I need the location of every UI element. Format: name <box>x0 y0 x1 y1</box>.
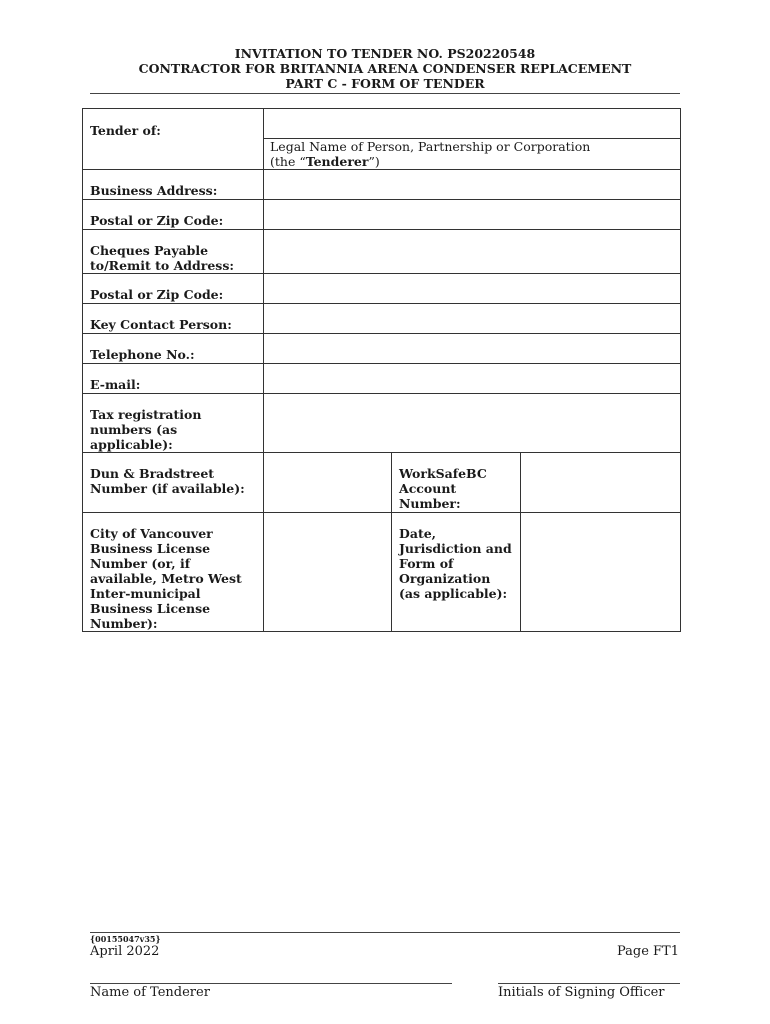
header-divider <box>90 93 680 94</box>
email-field[interactable] <box>264 364 681 394</box>
postal-code-2-label: Postal or Zip Code: <box>83 274 264 304</box>
document-code: {00155047v35} <box>90 934 161 944</box>
tender-form-table <box>82 108 681 632</box>
telephone-label: Telephone No.: <box>83 334 264 364</box>
issue-date: April 2022 <box>90 944 160 959</box>
legal-name-text: Legal Name of Person, Partnership or Corporation <box>270 139 591 154</box>
footer-divider <box>90 932 680 933</box>
name-of-tenderer-label: Name of Tenderer <box>90 985 210 1000</box>
date-jurisdiction-label: Date, Jurisdiction and Form of Organization (as applicable): <box>392 513 521 632</box>
postal-code-label: Postal or Zip Code: <box>83 200 264 230</box>
tax-registration-label: Tax registration numbers (as applicable): <box>83 394 264 453</box>
key-contact-field[interactable] <box>264 304 681 334</box>
legal-name-note: Legal Name of Person, Partnership or Corporation (the “Tenderer”) <box>264 139 681 170</box>
page-number: Page FT1 <box>616 944 679 959</box>
tenderer-word: Tenderer <box>305 154 369 169</box>
date-jurisdiction-field[interactable] <box>521 513 681 632</box>
city-license-field[interactable] <box>264 513 392 632</box>
telephone-field[interactable] <box>264 334 681 364</box>
tender-of-field[interactable] <box>264 109 681 139</box>
city-license-label: City of Vancouver Business License Number (or, if available, Metro West Inter-municipal Business License Number): <box>83 513 264 632</box>
tender-number-title: INVITATION TO TENDER NO. PS20220548 <box>234 46 536 61</box>
tax-registration-field[interactable] <box>264 394 681 453</box>
project-title: CONTRACTOR FOR BRITANNIA ARENA CONDENSER REPLACEMENT <box>138 61 632 76</box>
dun-bradstreet-label: Dun & Bradstreet Number (if available): <box>83 453 264 513</box>
cheques-payable-field[interactable] <box>264 230 681 274</box>
tender-of-label: Tender of: <box>83 109 264 170</box>
email-label: E-mail: <box>83 364 264 394</box>
worksafebc-label: WorkSafeBC Account Number: <box>392 453 521 513</box>
dun-bradstreet-field[interactable] <box>264 453 392 513</box>
business-address-field[interactable] <box>264 170 681 200</box>
initials-label: Initials of Signing Officer <box>498 985 665 1000</box>
part-title: PART C - FORM OF TENDER <box>285 76 485 91</box>
key-contact-label: Key Contact Person: <box>83 304 264 334</box>
business-address-label: Business Address: <box>83 170 264 200</box>
postal-code-field[interactable] <box>264 200 681 230</box>
tenderer-signature-line[interactable] <box>90 983 452 984</box>
document-header <box>90 46 680 91</box>
postal-code-2-field[interactable] <box>264 274 681 304</box>
worksafebc-field[interactable] <box>521 453 681 513</box>
cheques-payable-label: Cheques Payable to/Remit to Address: <box>83 230 264 274</box>
initials-signature-line[interactable] <box>498 983 680 984</box>
